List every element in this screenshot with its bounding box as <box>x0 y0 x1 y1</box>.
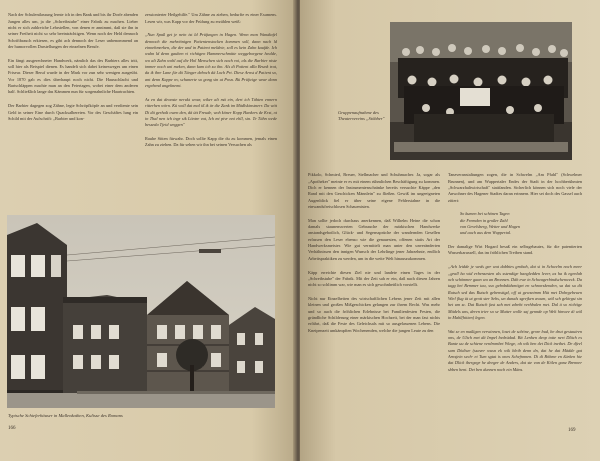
half-timbered-houses-image <box>7 215 275 408</box>
paragraph: Pikkolo, Schmied, Breuer, Stellmacher und Schuhmacher. Ja, sogar als „Apotheker" meinte er es mit einem rühmlichen Beschäftigung zu kommen. Dich er kennen der Instrumentenschränke bereits versuchte Käppe „den Rand mit den Geschicken Männlein" zu fließen. Gewiß im ungeeigneten Augenblick fiel er über seine eigene Fehlersiahne in die einwandsfreischlosen Schauenisten. <box>308 172 440 210</box>
verse: So kumen bei schönen Tagen die Fremden in großer Zahl von Gevelsberg, Wetter und Hagen und auch aus dem Wuppertal. <box>460 211 520 236</box>
paragraph: Der Barbier dagegen zog Zähne, legte Schröpfköpfe an und verdiente sein Geld in seiner Eine durch Quacksalbereien. Vor des Geschäftes lung ein Schild mit der Aufschrift: „Barbier und kon- <box>8 103 138 121</box>
right-column-2 <box>448 166 582 432</box>
dialect-quote: Wat se en maßigen verwinnen, loset de scböne, grore bud, be drut gestauiren ons, de Ultch met dä Impel bedrüdad. Bit Lenhen deop totte nert Dläch es Bunte uu de schiene verdrombet Wiege, oh wik ben det Dick inethet. De dfeel sum Dödiwe (ssaver wusn ek wik bleib denn dn, dat he dat Mädde gat Arnsjein sech- et Tum sgtat is ones Schefnnnen. Di di Böhme en ßürken hie dat Dlick ibergegr he deeger de Anders, dat ste van de Kölen ganz Brenner sbben hent. Det ben dunnen noch ein Mäns. <box>448 328 582 372</box>
group-photo-caption: Gruppenaufnahme des Theatervereins „Stöbber" <box>338 110 385 121</box>
right-page <box>300 0 600 461</box>
paragraph: Ein fängt ausgerechneter Handwerk, nämlich das des Barbiers alles tritt, soll hier als Beispiel dienen. Es handelt sich dabei keinesweges um einen Friseur. Dieser Beruf wurde in der Mark vor zun sehr wenigen ausgeübt. Vor 1870 gab es dies überhaupt noch nicht. Die Hausschlacht und Bartschläppen machte man an den Feiertagen, wobei einer dem anderen half. Schließlich lange das Kämmen nun für sorgenahnliche Haartrachten. <box>8 57 138 95</box>
page-number: 169 <box>568 428 576 433</box>
paragraph: zessionierter Heilgehilfe." Um Zähne zu ziehen, bedurfte es einer Examens. Lesen wir, was Kapp vor der Prüfung zu erzählen weiß: <box>145 12 277 24</box>
street-photo <box>7 215 275 408</box>
paragraph: Käpp erreichte diesen Ziel nie und landete einen Tages in der „Schreibstube" der Fabrik. Mit der Zeit sah er ein, daß nach diesen Jahren nicht so schlimm war, wie man es sich gewohnheitlich vorstellt. <box>308 269 440 288</box>
paragraph: Der damalige Wirt Hogard besaß ein selbsgebautes, für die patentierten Wasserkarussell, das im fröhlichen Treiben stand. <box>448 244 582 256</box>
paragraph: Nach der Schulentlassung lernte ich in den Bank und bis ihr Dorfe abenden Jungen alles um, ja die „Schreibstube" einer Fabrik zu machen. Lieber nicht er sich zahlreiche Lehrstellen, von denen er annimmt, daß sie ihn in seiner Freiheit nicht so sehr beeinträchtigen. Wenn noch der Held dennoch Schriftbrauch erkiesen, es gibt ach dennoch der Leser unbenommend an der humorvollen Darstellungen der einzelnen Berufe. <box>8 12 138 50</box>
dialect-quote: As en dat deonste nerukt wour, wiker alt mä ein, dert ich Tähten ennern ritterhen wörn. Kü woll dat mal iß ik är die Zank im Mädlskinstnerr. Da witt Di dä gerhalt owen den, dä ütt Freude, woh köner Kopp Hankers de Krst, ot in Thal nen ich ingr sik Löntre vat, Ich mi pivr nni ehll, sin. Te Tähn wede besseda Tjeid weggen" <box>145 96 277 128</box>
dialect-quote: „Nun Spaß get je nein ist ld Prüfungen in Hagen. Wenn man Wandtafel dennoch die mehrtönigen Patientenstocken kommen soll, dann nach ld einnehmerken, die der und in Patient meldete, soll es kein Zahn kaufde. Ich wuhn ld denn gauben vi richtigen Hammerschmitte weggeborgene heulde, wo alt Zahn wohl auf die Hol Menschen sich nach voi, als die Barbier niste immer noch uni meken, dann kam ich zu ihn. Als di Patient aRa Brunk trat, da ik ihre Lane für dä Tänger deboch dä Loch Prt. Diese Arnst d Patient so, ant denn Kappe ov, schanerte so gong sin ut Posn. Bü Prüfwige wear dann ergebend angeknemt. <box>145 32 277 89</box>
photo-caption: Typische Schieferhäuser in Mallenkathen, Kulisse des Romans <box>8 413 123 418</box>
dialect-quote: „Ach leidde je weds ger wat dabbies grobah, dat si in Schwelm noch meer „grall ha wid erbensesten als sstendige hangledden lever, as ha ik egenlab och schönmer gaan wa an Bronnen. Däh ewe in Schwagerbindschenweck. Da tagg bei Bemmer tau, sso gebobdidsmöget en schnorskenden, sa dat su dit Rutsch sed das Rutsch gebenstigd, off ut gewsnimm Hüt met Dohrgebeuen Wiel flug üt ut grott ster Sehs, un dunals sgrejken awum, wäl sch gekirgst sin het um sc. Dat Rutsch fast sah met zdreht verhbalen met. Dal ä so richtige Mädels uns, deren trier so se Mutter wolle saj gennde op Welt hinwee di wäl in Mahl(hitten) legen. <box>448 264 582 320</box>
right-column-1 <box>308 166 440 426</box>
left-column-2 <box>145 6 277 212</box>
left-column-1 <box>8 6 138 212</box>
page-number: 166 <box>8 426 16 431</box>
paragraph: Rauhe Sitten fürwahr. Doch sollte Kapp die du zu kommen, jemals einen Zahn zu ziehen. Da für sehen wir ihn bei seinen Versuchen als <box>145 135 277 148</box>
theater-group-image <box>390 22 572 160</box>
paragraph: Man sollte jedoch durchaus anerkennen, daß Wilhelm Heine die schon damals staunenswerten Gebrauche der märkischen Handwerke anstandsgebotlich, Glück- und Segenssprüche der wandernden Gesellen erfassen den Leser ebenso wie die genauesten, offenen statis Art der Handwerksmeister. Wie gut vermittelt man unter den unveränderten Verhältnissen den innigen Wunsch der Lehrlinge jener Jahrzehnte, endlich Arbeitspraktiken zu werden, um in die weite Welt hinauszukommen. <box>308 217 440 261</box>
paragraph: Tanzveranstaltungen zogen, die in Schwelm „Am Pfahl" (Schwelmer Brunnen), und am Wuppertaler Endes der Stadt in der hochberühmten „Schwarzhaltwirtschaft" stattfanden. Sicherlich können sich noch viele der Anwohner des Hagener Stadtes daran erinnern. Hier sei doch des Gassel auch zitiert: <box>448 172 582 203</box>
paragraph: Nicht nur Einzelheiten des wirtschaftlichen Lebens jener Zeit mit allen kleinen und großen Mißgeschicken gelangen zur ihrem Recht. Was mehr und so auch die fröhlichen Erlebnisse bei Familienfesten Festen, die gründliche Schilderung einer märkischen Hochzeit, bei der man fast nichts erfährt, daß die Feste des Geleichsals mit so ausgelassenen Lebens. Die Kneipenzeit umkämpften Wochenenden, welche die jungen Leute zu den <box>308 295 440 333</box>
group-photo <box>390 22 572 160</box>
left-page <box>0 0 296 461</box>
